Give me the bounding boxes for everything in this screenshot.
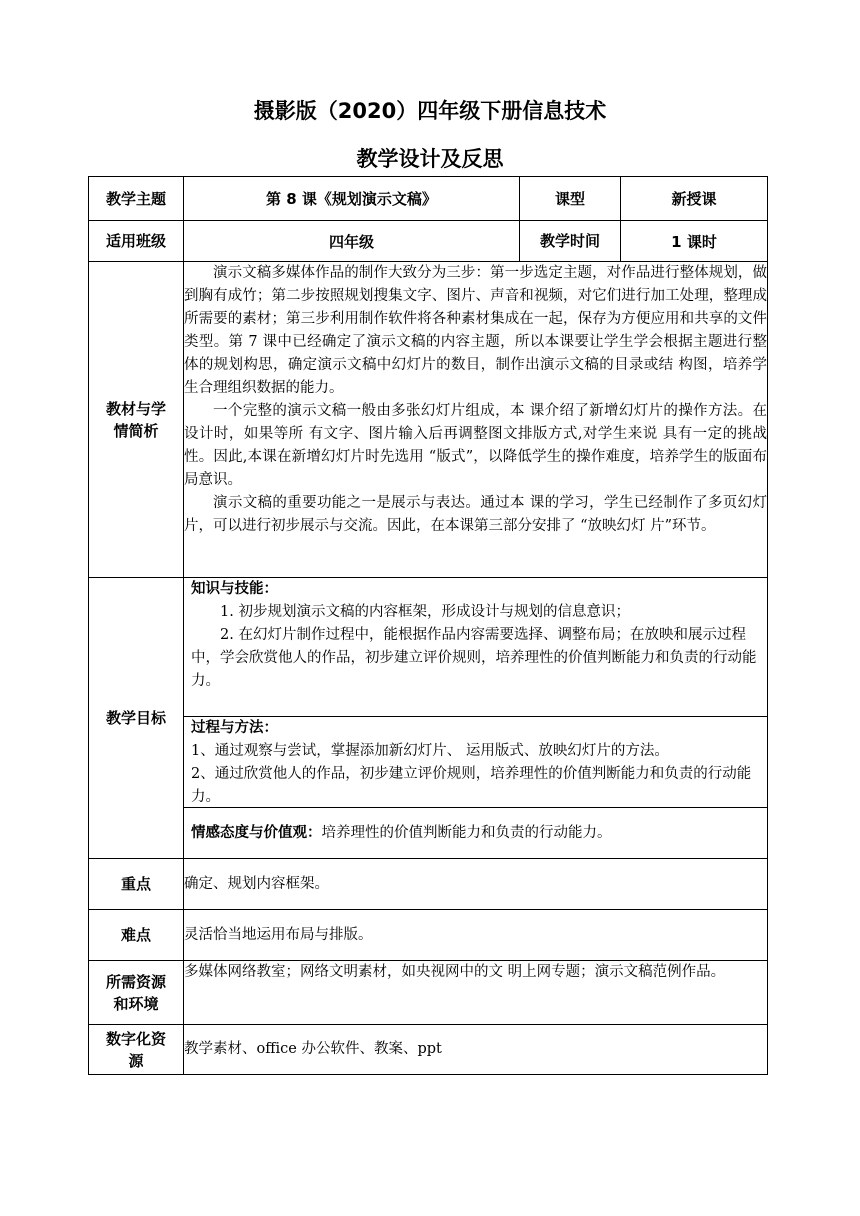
row-grade xyxy=(89,221,768,262)
row-resources xyxy=(89,961,768,1025)
difficulty-label: 难点 xyxy=(89,910,184,961)
digital-text: 教学素材、office 办公软件、教案、ppt xyxy=(184,1025,768,1075)
type-value: 新授课 xyxy=(621,177,768,221)
row-analysis xyxy=(89,262,768,578)
row-key xyxy=(89,859,768,910)
time-value: 1 课时 xyxy=(621,221,768,262)
emotion-heading: 情感态度与价值观： xyxy=(191,824,322,841)
knowledge-item-1: 1. 初步规划演示文稿的内容框架，形成设计与规划的信息意识； xyxy=(220,604,630,620)
process-item-1: 1、通过观察与尝试，掌握添加新幻灯片、 运用版式、放映幻灯片的方法。 xyxy=(191,743,669,759)
goals-label: 教学目标 xyxy=(89,578,184,859)
process-heading: 过程与方法： xyxy=(191,720,278,736)
difficulty-text: 灵活恰当地运用布局与排版。 xyxy=(184,910,768,961)
emotion-text: 培养理性的价值判断能力和负责的行动能力。 xyxy=(321,824,612,841)
analysis-content xyxy=(184,262,768,578)
digital-label xyxy=(89,1025,184,1075)
time-label: 教学时间 xyxy=(520,221,621,262)
row-goals xyxy=(89,578,768,859)
document-title: 摄影版（2020）四年级下册信息技术 xyxy=(253,99,607,123)
goals-emotion xyxy=(184,807,767,858)
analysis-label-text: 教材与学情简析 xyxy=(105,399,166,440)
analysis-paragraph-1: 演示文稿多媒体作品的制作大致分为三步：第一步选定主题，对作品进行整体规划，做到胸有成竹；第二步按照规划搜集文字、图片、声音和视频，对它们进行加工处理，整理成所需要的素材；第三步利用制作软件将各种素材集成在一起，保存为方便应用和共享的文件 类型。第 7 课中已经确定了演示文稿的内容主题，所以本课要让学生学会根据主题进行整体的规划构思，确定演示文稿中幻灯片的数目，制作出演示文稿的目录或结 构图，培养学生合理组织数据的能力。 xyxy=(184,265,767,396)
type-label: 课型 xyxy=(520,177,621,221)
key-label: 重点 xyxy=(89,859,184,910)
topic-label: 教学主题 xyxy=(89,177,184,221)
document-subtitle: 教学设计及反思 xyxy=(356,147,504,171)
grade-value: 四年级 xyxy=(184,221,520,262)
analysis-paragraph-2: 一个完整的演示文稿一般由多张幻灯片组成，本 课介绍了新增幻灯片的操作方法。在设计时，如果等所 有文字、图片输入后再调整图文排版方式,对学生来说 具有一定的挑战性。因此,本课在新增幻灯片时先选用 “版式”，以降低学生的操作难度，培养学生的版面布局意识。 xyxy=(184,403,767,488)
goals-knowledge xyxy=(184,578,767,716)
row-digital xyxy=(89,1025,768,1075)
topic-value: 第 8 课《规划演示文稿》 xyxy=(184,177,520,221)
resources-label-text: 所需资源和环境 xyxy=(105,972,166,1013)
digital-label-text: 数字化资源 xyxy=(105,1029,166,1070)
knowledge-heading: 知识与技能： xyxy=(191,581,278,597)
analysis-paragraph-3: 演示文稿的重要功能之一是展示与表达。通过本 课的学习，学生已经制作了多页幻灯片，可以进行初步展示与交流。因此，在本课第三部分安排了 “放映幻灯 片”环节。 xyxy=(184,495,767,534)
key-text: 确定、规划内容框架。 xyxy=(184,859,768,910)
process-item-2: 2、通过欣赏他人的作品，初步建立评价规则，培养理性的价值判断能力和负责的行动能力。 xyxy=(191,766,752,805)
goals-content xyxy=(184,578,768,859)
row-difficulty xyxy=(89,910,768,961)
goals-process xyxy=(184,716,767,807)
row-topic xyxy=(89,177,768,221)
grade-label: 适用班级 xyxy=(89,221,184,262)
lesson-plan-table xyxy=(88,176,768,1075)
resources-label xyxy=(89,961,184,1025)
knowledge-item-2: 2. 在幻灯片制作过程中，能根据作品内容需要选择、调整布局；在放映和展示过程中，学会欣赏他人的作品，初步建立评价规则，培养理性的价值判断能力和负责的行动能力。 xyxy=(191,627,757,689)
resources-text: 多媒体网络教室；网络文明素材，如央视网中的文 明上网专题；演示文稿范例作品。 xyxy=(184,961,768,1025)
analysis-label xyxy=(89,262,184,578)
